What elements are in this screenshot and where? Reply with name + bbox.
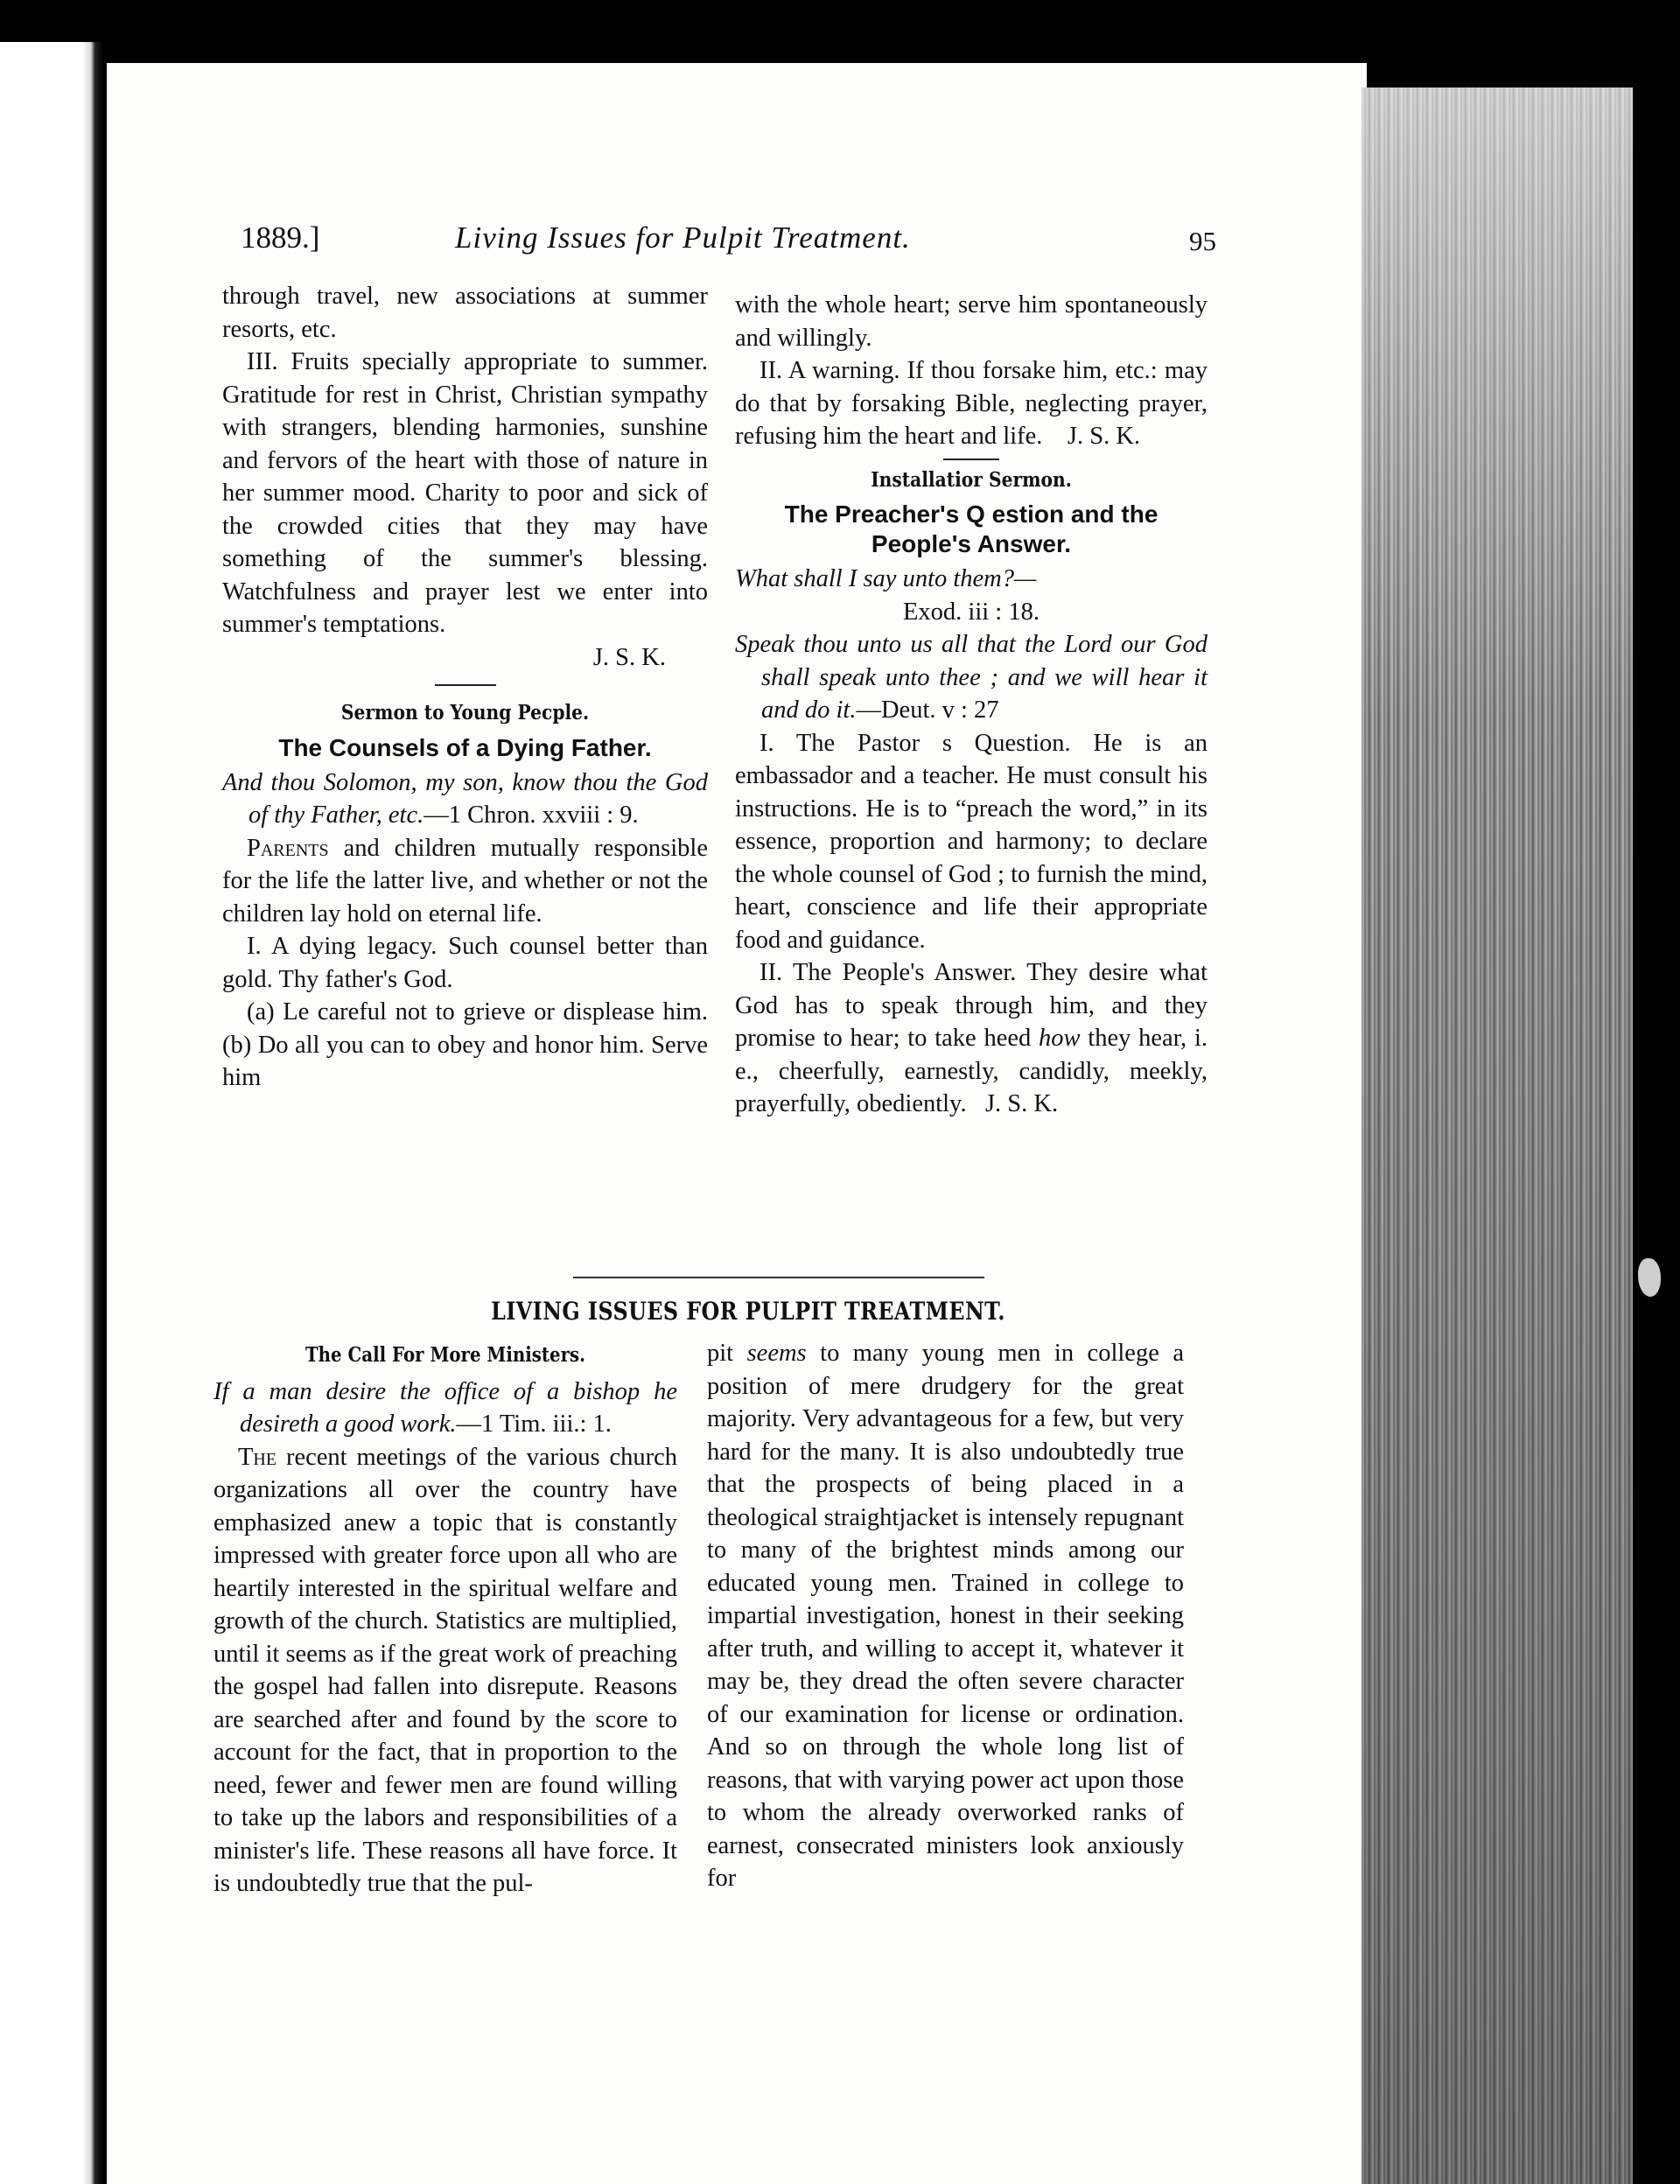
paragraph-text: recent meetings of the various church organizations all over the country have emphasized anew a topic that is constantly impressed with greater force upon all who are heartily interested in the spiritual welfare and growth of the church. Statistics are multiplied, until it seems as if the great work of preaching the gospel had fallen into disrepute. Reasons are searched after and found by the score to account for the fact, that in proportion to the need, fewer and fewer men are found willing to take up the labors and responsibilities of a minister's life. These reasons all have force. It is undoubtedly true that the pul- <box>214 1443 677 1897</box>
article-heading: The Call For More Ministers. <box>304 1343 586 1367</box>
page-number: 95 <box>1189 226 1216 256</box>
sermon-category-heading: Installatior Sermon. <box>871 467 1072 492</box>
column-right-top <box>735 289 1208 1121</box>
section-divider <box>573 1277 984 1278</box>
paragraph <box>214 1441 677 1900</box>
paragraph: I. The Pastor s Question. He is an embassador and a teacher. He must consult his instructions. He is to “preach the word,” in its essence, proportion and harmony; to declare the whole counsel of God ; to furnish the mind, heart, conscience and life their appropriate food and guidance. <box>735 729 1208 954</box>
facing-page-edge <box>0 42 103 2184</box>
running-title: Living Issues for Pulpit Treatment. <box>455 220 911 255</box>
emphasis: seems <box>746 1340 807 1367</box>
header-year: 1889.] <box>241 220 320 255</box>
paragraph-text: II. A warning. If thou forsake him, etc.: may do that by forsaking Bible, neglecting prayer, refusing him the heart and life. <box>735 357 1208 450</box>
section-title: LIVING ISSUES FOR PULPIT TREATMENT. <box>491 1297 1005 1326</box>
lead-word: The <box>238 1443 277 1471</box>
lead-word: Parents <box>247 834 329 862</box>
scripture-ref: —1 Tim. iii.: 1. <box>456 1410 612 1438</box>
scripture-quote: Speak thou unto us all that the Lord our God shall speak unto thee ; and we will hear it and do it. <box>735 631 1208 724</box>
scripture-quote: And thou Solomon, my son, know thou the God of thy Father, etc. <box>222 768 708 829</box>
divider <box>943 458 999 460</box>
signature: J. S. K. <box>592 643 666 671</box>
column-left-top <box>222 280 708 1095</box>
signature: J. S. K. <box>984 1090 1059 1117</box>
scripture-ref: —Deut. v : 27 <box>856 696 999 724</box>
paragraph-text: II. The People's Answer. They desire what God has to speak through him, and they promise to hear; to take heed <box>735 959 1208 1052</box>
paragraph: (a) Le careful not to grieve or displease him. (b) Do all you can to obey and honor him. Serve him <box>222 998 708 1091</box>
emphasis: how <box>1039 1025 1081 1052</box>
scripture-ref: Exod. iii : 18. <box>903 598 1040 626</box>
running-header <box>241 220 1216 262</box>
signature: J. S. K. <box>1067 423 1141 450</box>
paragraph: with the whole heart; serve him spontaneously and willingly. <box>735 291 1208 352</box>
paragraph <box>707 1337 1184 1895</box>
column-right-bottom <box>707 1337 1184 1895</box>
paragraph: through travel, new associations at summer resorts, etc. <box>222 283 708 343</box>
sermon-title: The Counsels of a Dying Father. <box>278 733 652 761</box>
scripture-text <box>214 1376 677 1441</box>
paragraph-text: to many young men in college a position of mere drudgery for the great majority. Very advantageous for a few, but very hard for the many. It is also undoubtedly true that the prospects of being placed in a theological straightjacket is intensely repugnant to many of the brightest minds among our educated young men. Trained in college to impartial investigation, honest in their seeking after truth, and willing to accept it, whatever it may be, they dread the often severe character of our examination for license or ordination. And so on through the whole long list of reasons, that with varying power act upon those to whom the already overworked ranks of earnest, consecrated ministers look anxiously for <box>707 1340 1184 1892</box>
paragraph <box>735 956 1208 1121</box>
paragraph: I. A dying legacy. Such counsel better than gold. Thy father's God. <box>222 933 708 993</box>
scripture-quote: If a man desire the office of a bishop he desireth a good work. <box>214 1377 677 1438</box>
scripture-text <box>222 766 708 832</box>
scripture-text <box>735 628 1208 727</box>
paragraph <box>735 354 1208 453</box>
paragraph-text: and children mutually responsible for the life the latter live, and whether or not the children lay hold on eternal life. <box>222 834 708 928</box>
paragraph-text: they hear, i. e., cheerfully, earnestly, candidly, meekly, prayerfully, obediently. <box>735 1025 1208 1117</box>
scan-artifact <box>1638 1258 1661 1297</box>
paragraph <box>222 832 708 931</box>
book-fore-edge <box>1362 88 1633 2184</box>
sermon-title: The Preacher's Q estion and the People's Answer. <box>784 500 1158 557</box>
scripture-quote: What shall I say unto them?— <box>735 565 1037 592</box>
paragraph: III. Fruits specially appropriate to summer. Gratitude for rest in Christ, Christian sympathy with strangers, blending harmonies, sunshine and fervors of the heart with those of nature in her summer mood. Charity to poor and sick of the crowded cities that they may have something of the summer's blessing. Watchfulness and prayer lest we enter into summer's temptations. <box>222 348 708 638</box>
divider <box>435 684 496 686</box>
scripture-ref: —1 Chron. xxviii : 9. <box>424 802 639 829</box>
sermon-category-heading: Sermon to Young Pecple. <box>340 701 590 724</box>
paragraph-text: pit <box>707 1340 747 1367</box>
column-left-bottom <box>214 1339 677 1900</box>
scripture-text <box>735 563 1208 596</box>
